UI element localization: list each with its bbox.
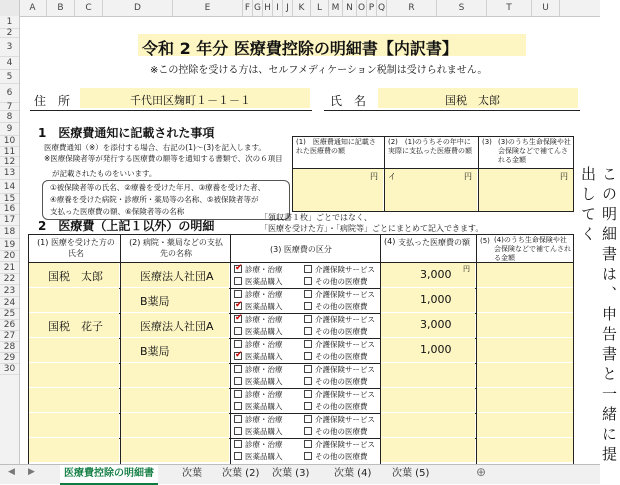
category-checkbox[interactable] bbox=[304, 365, 312, 373]
column-letter[interactable]: Q bbox=[377, 0, 387, 16]
detail-col5-header: (4)のうち生命保険や社会保険などで補てんされる金額 bbox=[494, 236, 571, 262]
row-number[interactable]: 11 bbox=[0, 147, 19, 157]
category-label: 介護保険サービス bbox=[315, 440, 375, 449]
category-label: 介護保険サービス bbox=[315, 340, 375, 349]
row-number[interactable]: 22 bbox=[0, 274, 19, 285]
row-number[interactable]: 7 bbox=[0, 103, 19, 111]
category-checkbox[interactable] bbox=[234, 277, 242, 285]
category-label: その他の医療費 bbox=[315, 427, 368, 436]
detail-col4-num: (4) bbox=[384, 237, 396, 246]
section1-note-1: 医療費通知（※）を添付する場合、右記の(1)～(3)を記入します。 bbox=[44, 143, 266, 152]
column-letter[interactable]: A bbox=[19, 0, 47, 16]
category-checkbox[interactable] bbox=[234, 340, 242, 348]
row-amount: 1,000 bbox=[420, 293, 452, 306]
name-field[interactable]: 国税 太郎 bbox=[445, 94, 500, 107]
six-items-line-2: ④療養を受けた病院・診療所・薬局等の名称、⑤被保険者等が bbox=[50, 195, 259, 204]
row-reimb-cell[interactable] bbox=[477, 313, 573, 337]
row-number[interactable]: 8 bbox=[0, 111, 19, 123]
row-number[interactable]: 19 bbox=[0, 239, 19, 251]
row-number[interactable]: 10 bbox=[0, 136, 19, 147]
row-number[interactable]: 17 bbox=[0, 215, 19, 226]
row-patient-name: 国税 太郎 bbox=[48, 270, 103, 283]
row-payee-name: 医療法人社団A bbox=[140, 270, 214, 283]
checkmark-icon: ✔ bbox=[235, 313, 243, 323]
category-label: その他の医療費 bbox=[315, 352, 368, 361]
category-label: 医薬品購入 bbox=[245, 402, 283, 411]
column-letter[interactable]: M bbox=[329, 0, 343, 16]
row-number[interactable]: 13 bbox=[0, 167, 19, 180]
column-letter[interactable]: E bbox=[173, 0, 243, 16]
row-number[interactable]: 16 bbox=[0, 204, 19, 215]
category-checkbox[interactable] bbox=[234, 390, 242, 398]
add-sheet-icon[interactable]: ⊕ bbox=[476, 465, 487, 479]
notice-col2-yen: 円 bbox=[464, 172, 472, 181]
category-label: その他の医療費 bbox=[315, 277, 368, 286]
six-items-line-3: 支払った医療費の額、⑥保険者等の名称 bbox=[50, 207, 185, 216]
row-name-cell[interactable] bbox=[29, 363, 119, 387]
sheet-tab[interactable]: 次葉 (4) bbox=[334, 468, 372, 479]
row-amount-cell[interactable] bbox=[381, 363, 475, 387]
category-checkbox[interactable] bbox=[234, 365, 242, 373]
row-reimb-cell[interactable] bbox=[477, 288, 573, 312]
category-checkbox[interactable] bbox=[304, 327, 312, 335]
notice-col1-header: (1) 医療費通知に記載された医療費の額 bbox=[296, 138, 376, 155]
row-reimb-cell[interactable] bbox=[477, 338, 573, 362]
category-checkbox[interactable] bbox=[234, 440, 242, 448]
select-all-corner[interactable] bbox=[0, 0, 20, 16]
name-underline bbox=[324, 110, 580, 111]
category-label: 介護保険サービス bbox=[315, 290, 375, 299]
sheet-tab[interactable]: 次葉 (3) bbox=[272, 468, 310, 479]
column-letter[interactable]: T bbox=[487, 0, 532, 16]
row-patient-name: 国税 花子 bbox=[48, 320, 103, 333]
row-payee-name: 医療法人社団A bbox=[140, 320, 214, 333]
section1-heading: 1 医療費通知に記載された事項 bbox=[38, 126, 215, 140]
row-number[interactable]: 6 bbox=[0, 84, 19, 103]
row-number[interactable]: 29 bbox=[0, 353, 19, 364]
row-number[interactable]: 14 bbox=[0, 180, 19, 194]
row-payee-cell[interactable] bbox=[121, 363, 229, 387]
checkmark-icon: ✔ bbox=[235, 263, 243, 273]
row-header-bar bbox=[0, 16, 20, 464]
category-checkbox[interactable] bbox=[304, 352, 312, 360]
notice-col2-circle: イ bbox=[388, 172, 396, 181]
category-checkbox[interactable] bbox=[234, 402, 242, 410]
column-letter[interactable]: K bbox=[293, 0, 311, 16]
column-letter[interactable]: B bbox=[47, 0, 75, 16]
name-label: 氏 名 bbox=[330, 94, 367, 108]
tab-scroll-right-icon[interactable]: ▶ bbox=[28, 467, 35, 477]
category-checkbox[interactable] bbox=[304, 390, 312, 398]
sheet-tab[interactable]: 次葉 (2) bbox=[222, 468, 260, 479]
column-header-bar bbox=[0, 0, 600, 17]
row-payee-cell[interactable] bbox=[121, 338, 229, 362]
category-label: その他の医療費 bbox=[315, 402, 368, 411]
category-label: 医薬品購入 bbox=[245, 327, 283, 336]
category-label: 介護保険サービス bbox=[315, 265, 375, 274]
category-checkbox[interactable] bbox=[304, 290, 312, 298]
category-label: 診療・治療 bbox=[245, 290, 283, 299]
notice-col3-yen: 円 bbox=[560, 172, 568, 181]
row-number[interactable]: 3 bbox=[0, 38, 19, 57]
column-letter[interactable]: F bbox=[243, 0, 253, 16]
category-checkbox[interactable] bbox=[304, 340, 312, 348]
category-checkbox[interactable] bbox=[304, 377, 312, 385]
row-name-cell[interactable] bbox=[29, 338, 119, 362]
row-number[interactable]: 15 bbox=[0, 194, 19, 204]
address-label: 住 所 bbox=[34, 94, 71, 108]
row-name-cell[interactable] bbox=[29, 388, 119, 412]
row-amount: 3,000 bbox=[420, 268, 452, 281]
detail-col2-header: (2) 病院・薬局などの支払先の名称 bbox=[129, 238, 223, 258]
row-reimb-cell[interactable] bbox=[477, 263, 573, 287]
sheet-tab[interactable]: 医療費控除の明細書 bbox=[60, 465, 158, 485]
row-amount-cell[interactable] bbox=[381, 413, 475, 437]
category-checkbox[interactable] bbox=[234, 377, 242, 385]
column-letter[interactable]: U bbox=[532, 0, 560, 16]
row-name-cell[interactable] bbox=[29, 438, 119, 462]
row-amount: 3,000 bbox=[420, 318, 452, 331]
category-checkbox[interactable] bbox=[304, 440, 312, 448]
section2-heading: 2 医療費（上記１以外）の明細 bbox=[38, 219, 215, 233]
row-payee-cell[interactable] bbox=[121, 288, 229, 312]
detail-col3-header: (3) 医療費の区分 bbox=[270, 245, 332, 254]
row-amount-cell[interactable] bbox=[381, 438, 475, 462]
row-number[interactable]: 4 bbox=[0, 57, 19, 70]
column-letter[interactable]: H bbox=[263, 0, 273, 16]
notice-col1-yen: 円 bbox=[370, 172, 378, 181]
worksheet[interactable] bbox=[20, 16, 618, 466]
row-reimb-cell[interactable] bbox=[477, 438, 573, 462]
category-label: 医薬品購入 bbox=[245, 277, 283, 286]
column-letter[interactable]: N bbox=[343, 0, 357, 16]
row-number[interactable]: 5 bbox=[0, 70, 19, 84]
row-amount-yen: 円 bbox=[463, 265, 470, 273]
row-number[interactable]: 12 bbox=[0, 157, 19, 167]
row-reimb-cell[interactable] bbox=[477, 363, 573, 387]
category-label: その他の医療費 bbox=[315, 452, 368, 461]
page-title: 令和 2 年分 医療費控除の明細書【内訳書】 bbox=[142, 39, 458, 58]
category-label: 介護保険サービス bbox=[315, 315, 375, 324]
category-checkbox[interactable] bbox=[234, 415, 242, 423]
column-letter[interactable]: S bbox=[437, 0, 487, 16]
column-letter[interactable]: R bbox=[387, 0, 437, 16]
side-instruction: この明細書は、申告書と一緒に提出してく bbox=[579, 166, 618, 466]
column-letter[interactable]: L bbox=[311, 0, 329, 16]
category-checkbox[interactable] bbox=[234, 427, 242, 435]
category-checkbox[interactable] bbox=[234, 327, 242, 335]
row-number[interactable]: 26 bbox=[0, 320, 19, 331]
notice-col3-num: (3) bbox=[482, 138, 492, 146]
notice-col3-input[interactable] bbox=[479, 169, 573, 211]
column-letter[interactable]: P bbox=[367, 0, 377, 16]
category-checkbox[interactable] bbox=[304, 277, 312, 285]
row-number[interactable]: 30 bbox=[0, 364, 19, 375]
row-amount: 1,000 bbox=[420, 343, 452, 356]
column-letter[interactable]: D bbox=[103, 0, 173, 16]
category-label: その他の医療費 bbox=[315, 377, 368, 386]
row-number[interactable]: 21 bbox=[0, 262, 19, 274]
row-number[interactable]: 9 bbox=[0, 123, 19, 136]
six-items-line-1: ①被保険者等の氏名、②療養を受けた年月、③療養を受けた者、 bbox=[50, 183, 266, 192]
detail-col-divider bbox=[230, 234, 231, 466]
row-number[interactable]: 27 bbox=[0, 331, 19, 342]
row-reimb-cell[interactable] bbox=[477, 388, 573, 412]
category-label: その他の医療費 bbox=[315, 302, 368, 311]
category-label: 介護保険サービス bbox=[315, 365, 375, 374]
section2-note-1: 「領収書１枚」ごとではなく、 bbox=[260, 213, 372, 222]
category-checkbox[interactable] bbox=[234, 452, 242, 460]
category-label: 診療・治療 bbox=[245, 340, 283, 349]
category-label: 介護保険サービス bbox=[315, 415, 375, 424]
category-label: 診療・治療 bbox=[245, 265, 283, 274]
row-payee-cell[interactable] bbox=[121, 388, 229, 412]
category-label: 医薬品購入 bbox=[245, 452, 283, 461]
row-amount-cell[interactable] bbox=[381, 388, 475, 412]
row-number[interactable]: 28 bbox=[0, 342, 19, 353]
column-letter[interactable]: C bbox=[75, 0, 103, 16]
row-number[interactable]: 18 bbox=[0, 226, 19, 239]
row-number[interactable]: 2 bbox=[0, 29, 19, 38]
sheet-tab[interactable]: 次葉 bbox=[182, 468, 202, 479]
notice-col2-header: (2) (1)のうちその年中に実際に支払った医療費の額 bbox=[388, 138, 472, 155]
row-payee-cell[interactable] bbox=[121, 413, 229, 437]
column-letter[interactable]: G bbox=[253, 0, 263, 16]
category-label: 診療・治療 bbox=[245, 415, 283, 424]
category-label: 医薬品購入 bbox=[245, 352, 283, 361]
category-label: その他の医療費 bbox=[315, 327, 368, 336]
category-checkbox[interactable] bbox=[304, 415, 312, 423]
detail-col5-num: (5) bbox=[480, 237, 490, 245]
sheet-tab[interactable]: 次葉 (5) bbox=[392, 468, 430, 479]
category-label: 診療・治療 bbox=[245, 315, 283, 324]
category-label: 医薬品購入 bbox=[245, 302, 283, 311]
row-number[interactable]: 20 bbox=[0, 251, 19, 262]
row-payee-name: B薬局 bbox=[140, 295, 170, 308]
category-checkbox[interactable] bbox=[304, 265, 312, 273]
category-label: 医薬品購入 bbox=[245, 377, 283, 386]
row-number[interactable]: 23 bbox=[0, 285, 19, 297]
category-label: 診療・治療 bbox=[245, 390, 283, 399]
category-label: 介護保険サービス bbox=[315, 390, 375, 399]
column-letter[interactable]: I bbox=[273, 0, 283, 16]
row-reimb-cell[interactable] bbox=[477, 413, 573, 437]
checkmark-icon: ✔ bbox=[235, 300, 243, 310]
column-letter[interactable]: J bbox=[283, 0, 293, 16]
notice-col3-header: (3)のうち生命保険や社会保険などで補てんされる金額 bbox=[498, 138, 571, 164]
column-letter[interactable]: O bbox=[357, 0, 367, 16]
row-name-cell[interactable] bbox=[29, 413, 119, 437]
category-checkbox[interactable] bbox=[304, 402, 312, 410]
detail-col1-header: (1) 医療を受けた方の氏名 bbox=[37, 238, 115, 258]
category-checkbox[interactable] bbox=[304, 427, 312, 435]
detail-col4-header: 支払った医療費の額 bbox=[398, 238, 470, 247]
address-field[interactable]: 千代田区麹町１－１－１ bbox=[130, 94, 251, 107]
address-underline bbox=[30, 110, 312, 111]
row-number[interactable]: 24 bbox=[0, 297, 19, 309]
row-payee-name: B薬局 bbox=[140, 345, 170, 358]
section2-note-2: 「医療を受けた方」・「病院等」ごとにまとめて記入できます。 bbox=[260, 224, 484, 233]
category-checkbox[interactable] bbox=[234, 290, 242, 298]
notice-text: ※この控除を受ける方は、セルフメディケーション税制は受けられません。 bbox=[150, 65, 488, 76]
category-label: 診療・治療 bbox=[245, 365, 283, 374]
row-payee-cell[interactable] bbox=[121, 438, 229, 462]
section1-note-3: が記載されたものをいいます。 bbox=[52, 169, 157, 178]
sheet-tab-bar bbox=[0, 464, 600, 484]
category-label: 医薬品購入 bbox=[245, 427, 283, 436]
tab-scroll-left-icon[interactable]: ◀ bbox=[8, 467, 15, 477]
category-checkbox[interactable] bbox=[304, 315, 312, 323]
category-checkbox[interactable] bbox=[304, 452, 312, 460]
row-name-cell[interactable] bbox=[29, 288, 119, 312]
category-label: 診療・治療 bbox=[245, 440, 283, 449]
row-number[interactable]: 25 bbox=[0, 309, 19, 320]
section1-note-2: ※医療保険者等が発行する医療費の額等を通知する書類で、次の６項目 bbox=[44, 154, 283, 163]
checkmark-icon: ✔ bbox=[235, 350, 243, 360]
category-checkbox[interactable] bbox=[304, 302, 312, 310]
row-number[interactable]: 1 bbox=[0, 16, 19, 29]
